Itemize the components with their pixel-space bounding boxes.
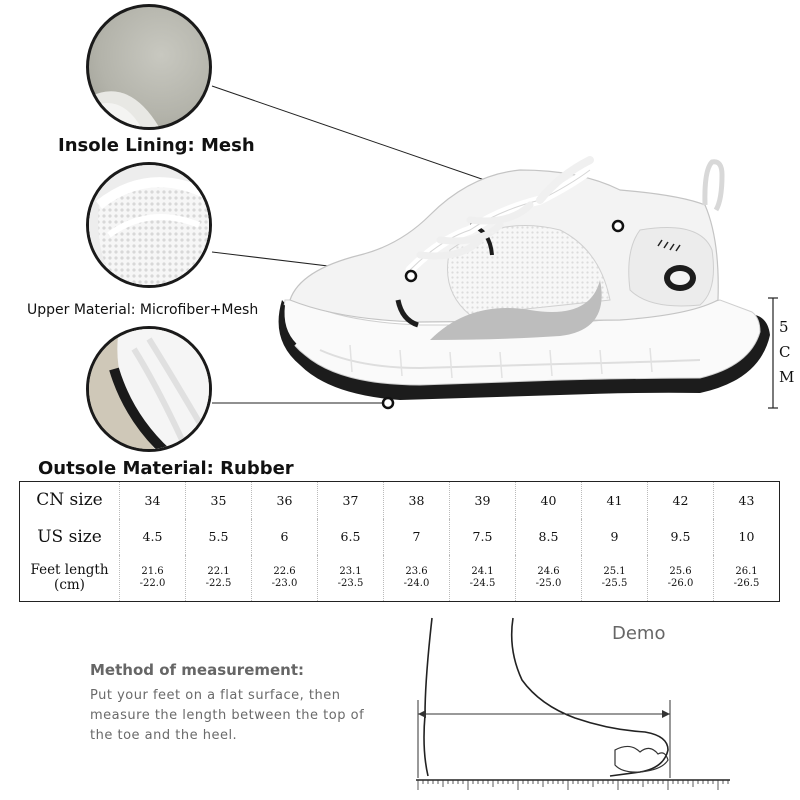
feet-length-min: 25.6 [669, 566, 692, 578]
outsole-label: Outsole Material: Rubber [38, 458, 294, 479]
feet-length-min: 26.1 [735, 566, 758, 578]
table-row-cn-size [20, 482, 780, 519]
feet-length-min: 22.1 [207, 566, 230, 578]
cn-size-cell: 38 [384, 482, 450, 519]
cn-size-cell: 41 [582, 482, 648, 519]
insole-label: Insole Lining: Mesh [58, 135, 255, 156]
method-line: measure the length between the top of [90, 708, 365, 723]
method-title: Method of measurement: [90, 661, 305, 679]
heel-height-letter: C [779, 343, 791, 361]
cn-size-cell: 34 [120, 482, 186, 519]
feet-length-min: 22.6 [273, 566, 296, 578]
row-label-cn-size: CN size [36, 490, 103, 511]
us-size-cell: 7.5 [450, 519, 516, 555]
heel-height-letter: 5 [779, 318, 789, 336]
insole-callout-dot [613, 221, 623, 231]
row-label-feet-length [20, 555, 120, 601]
feet-length-min: 23.1 [339, 566, 362, 578]
feet-length-cell [714, 555, 780, 601]
feet-length-max: -23.0 [271, 578, 298, 590]
feet-length-cell [582, 555, 648, 601]
outsole-callout-dot [383, 398, 393, 408]
table-row-us-size [20, 519, 780, 555]
feet-length-max: -24.5 [469, 578, 496, 590]
upper-label: Upper Material: Microfiber+Mesh [27, 302, 259, 318]
feet-length-max: -26.0 [667, 578, 694, 590]
feet-length-label: Feet length [30, 562, 109, 579]
feet-length-min: 24.6 [537, 566, 560, 578]
cn-size-cell: 40 [516, 482, 582, 519]
cn-size-cell: 43 [714, 482, 780, 519]
cn-size-cell: 42 [648, 482, 714, 519]
size-chart-table [19, 481, 780, 602]
method-line: the toe and the heel. [90, 728, 238, 743]
feet-length-unit: (cm) [54, 577, 85, 594]
cn-size-cell: 39 [450, 482, 516, 519]
feet-length-cell [384, 555, 450, 601]
heel-height-letter: M [779, 368, 795, 386]
feet-length-min: 21.6 [141, 566, 164, 578]
feet-length-max: -25.0 [535, 578, 562, 590]
foot-heel-outline [424, 618, 432, 776]
us-size-cell: 9.5 [648, 519, 714, 555]
feet-length-cell [186, 555, 252, 601]
upper-callout-dot [406, 271, 416, 281]
us-size-cell: 4.5 [120, 519, 186, 555]
feet-length-min: 24.1 [471, 566, 494, 578]
us-size-cell: 10 [714, 519, 780, 555]
row-label-us-size: US size [37, 526, 102, 547]
feet-length-max: -24.0 [403, 578, 430, 590]
us-size-cell: 6 [252, 519, 318, 555]
us-size-cell: 8.5 [516, 519, 582, 555]
table-row-feet-length [20, 555, 780, 601]
cn-size-cell: 36 [252, 482, 318, 519]
feet-length-max: -22.0 [139, 578, 166, 590]
feet-length-cell [120, 555, 186, 601]
feet-length-cell [252, 555, 318, 601]
method-line: Put your feet on a flat surface, then [90, 688, 341, 703]
feet-length-min: 23.6 [405, 566, 428, 578]
us-size-cell: 6.5 [318, 519, 384, 555]
us-size-cell: 7 [384, 519, 450, 555]
cn-size-cell: 35 [186, 482, 252, 519]
feet-length-cell [318, 555, 384, 601]
feet-length-max: -23.5 [337, 578, 364, 590]
us-size-cell: 5.5 [186, 519, 252, 555]
feet-length-max: -26.5 [733, 578, 760, 590]
feet-length-max: -22.5 [205, 578, 232, 590]
cn-size-cell: 37 [318, 482, 384, 519]
us-size-cell: 9 [582, 519, 648, 555]
demo-label: Demo [612, 623, 666, 644]
feet-length-cell [516, 555, 582, 601]
feet-length-min: 25.1 [603, 566, 626, 578]
foot-toes [615, 746, 668, 772]
feet-length-max: -25.5 [601, 578, 628, 590]
feet-length-cell [450, 555, 516, 601]
feet-length-cell [648, 555, 714, 601]
